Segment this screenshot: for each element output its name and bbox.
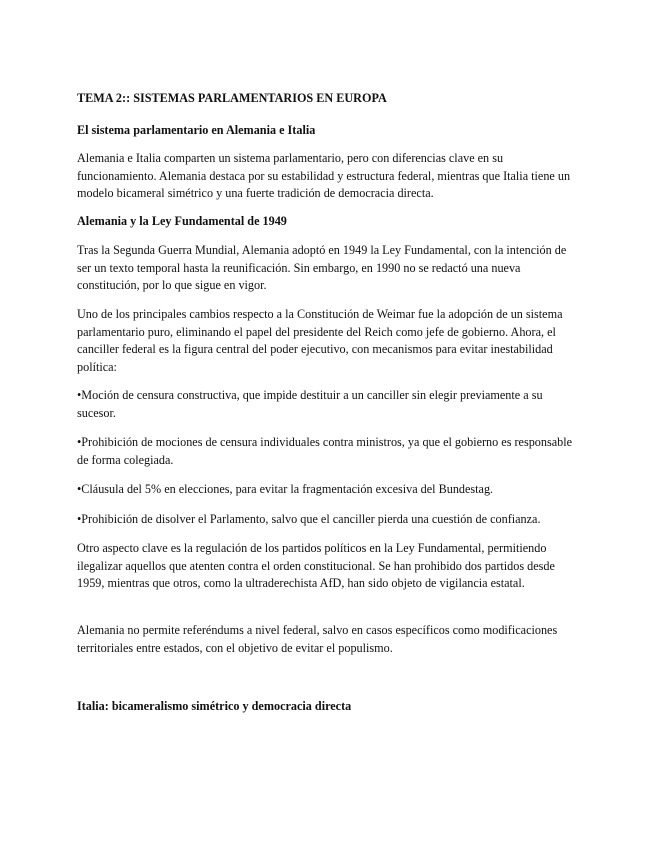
section-heading-parliamentary: El sistema parlamentario en Alemania e Italia bbox=[77, 123, 316, 137]
paragraph-weimar: Uno de los principales cambios respecto a la Constitución de Weimar fue la adopción de un sistema parlamentario puro, eliminando el papel del presidente del Reich como jefe de gobierno. Ahora, el canciller federal es la figura central del poder ejecutivo, con mecanismos para evitar inestabilidad política: bbox=[77, 307, 563, 374]
paragraph-referendums: Alemania no permite referéndums a nivel federal, salvo en casos específicos como modificaciones territoriales entre estados, con el objetivo de evitar el populismo. bbox=[77, 623, 558, 655]
bullet-mocion-censura: •Moción de censura constructiva, que impide destituir a un canciller sin elegir previamente a su sucesor. bbox=[77, 388, 543, 420]
bullet-disolver-parlamento: •Prohibición de disolver el Parlamento, salvo que el canciller pierda una cuestión de confianza. bbox=[77, 512, 541, 526]
paragraph-partidos: Otro aspecto clave es la regulación de los partidos políticos en la Ley Fundamental, permitiendo ilegalizar aquellos que atenten contra el orden constitucional. Se han prohibido dos partidos desde 1959, mientras que otros, como la ultraderechista AfD, han sido objeto de vigilancia estatal. bbox=[77, 541, 555, 590]
section-heading-italy: Italia: bicameralismo simétrico y democracia directa bbox=[77, 699, 352, 713]
paragraph-ley-fundamental: Tras la Segunda Guerra Mundial, Alemania adoptó en 1949 la Ley Fundamental, con la intención de ser un texto temporal hasta la reunificación. Sin embargo, en 1990 no se redactó una nueva constitución, por lo que sigue en vigor. bbox=[77, 243, 567, 292]
bullet-censura-ministros: •Prohibición de mociones de censura individuales contra ministros, ya que el gobierno es responsable de forma colegiada. bbox=[77, 435, 573, 467]
document-title: TEMA 2:: SISTEMAS PARLAMENTARIOS EN EUROPA bbox=[77, 91, 387, 105]
bullet-clausula-5: •Cláusula del 5% en elecciones, para evitar la fragmentación excesiva del Bundestag. bbox=[77, 482, 494, 496]
section-heading-germany: Alemania y la Ley Fundamental de 1949 bbox=[77, 214, 287, 228]
intro-paragraph: Alemania e Italia comparten un sistema parlamentario, pero con diferencias clave en su funcionamiento. Alemania destaca por su estabilidad y estructura federal, mientras que Italia tiene un modelo bicameral simétrico y una fuerte tradición de democracia directa. bbox=[77, 151, 571, 200]
